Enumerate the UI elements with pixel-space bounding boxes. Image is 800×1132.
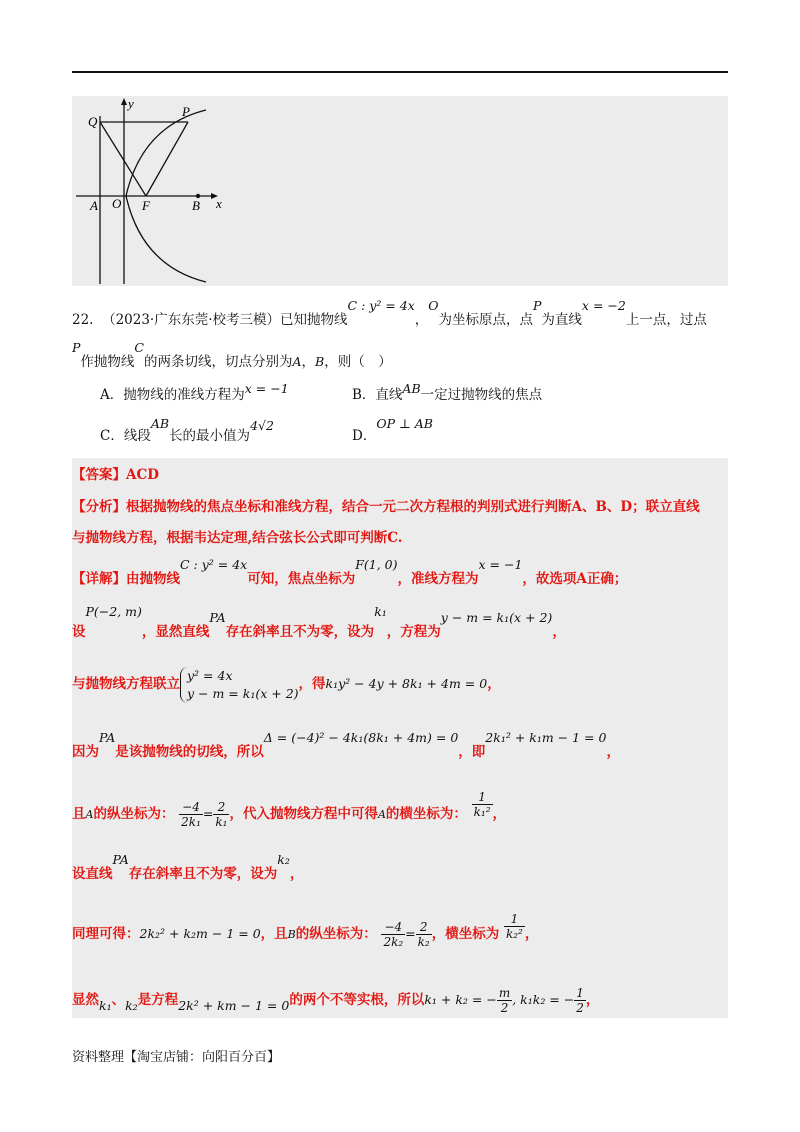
- segment-PF: [146, 122, 188, 196]
- detail-text: 同理可得：: [72, 926, 140, 942]
- detail-text: 设: [72, 624, 86, 640]
- detail-text: 存在斜率且不为零，设为: [128, 866, 278, 882]
- question-text: 为坐标原点，点: [438, 312, 533, 328]
- math-B: B: [315, 354, 325, 369]
- detail-text: ，: [289, 866, 304, 882]
- system-eq-1: y² = 4x: [187, 667, 233, 683]
- detail-text: ，故选项A正确；: [522, 571, 628, 587]
- label-B: B: [192, 198, 200, 213]
- header-rule: [72, 71, 728, 73]
- option-a: [100, 383, 289, 403]
- detail-text: 的纵坐标为：: [93, 806, 175, 822]
- fraction-numerator: 2: [213, 800, 229, 815]
- detail-line-4: [72, 730, 620, 762]
- y-axis-arrow: [121, 98, 127, 105]
- detail-text: 与抛物线方程联立: [72, 676, 180, 692]
- math-discriminant: Δ = (−4)² − 4k₁(8k₁ + 4m) = 0: [263, 730, 459, 745]
- option-c-math: 4√2: [250, 418, 274, 433]
- detail-line-5: [72, 790, 507, 833]
- math-PA: PA: [112, 852, 129, 867]
- detail-text: ，显然直线: [141, 624, 210, 640]
- question-text: 上一点，过点: [625, 312, 707, 328]
- option-d-math: OP ⊥ AB: [376, 416, 433, 431]
- fraction-denominator: 2k₂: [383, 935, 404, 949]
- detail-line-8: [72, 982, 599, 1018]
- math-k1: k₁: [99, 998, 112, 1013]
- detail-text: ，: [552, 624, 566, 640]
- analysis-line-2: 与抛物线方程，根据韦达定理,结合弦长公式即可判断C.: [72, 530, 403, 546]
- detail-text: ，: [585, 992, 600, 1008]
- question-text: 已知抛物线: [280, 312, 348, 328]
- fraction: [213, 800, 229, 829]
- fraction: [381, 920, 405, 949]
- answer-line: 【答案】ACD: [72, 467, 159, 483]
- question-line-2: [72, 340, 392, 372]
- fraction-numerator: 1: [504, 912, 525, 927]
- math-O: O: [428, 298, 439, 313]
- detail-line-3: [72, 664, 501, 704]
- math-k2-equation: 2k₂² + k₂m − 1 = 0: [139, 926, 261, 941]
- math-k1-equation: 2k₁² + k₁m − 1 = 0: [485, 730, 607, 745]
- fraction-numerator: 1: [576, 986, 584, 1000]
- fraction-denominator: k₂²: [505, 927, 523, 941]
- math-A: A: [292, 354, 302, 369]
- fraction-denominator: k₁²: [473, 805, 491, 819]
- fraction-numerator: −4: [179, 800, 203, 815]
- math-k1: k₁: [374, 604, 387, 619]
- math-parabola: C : y² = 4x: [347, 298, 415, 313]
- fraction: [574, 986, 586, 1015]
- analysis-line-1: 【分析】根据抛物线的焦点坐标和准线方程，结合一元二次方程根的判别式进行判断A、B、D；联立直线: [72, 499, 700, 515]
- math-vieta-sum: k₁ + k₂ = −: [424, 992, 497, 1007]
- detail-text: ，得: [298, 676, 326, 692]
- detail-text: ，: [606, 744, 620, 760]
- question-text: 为直线: [541, 312, 582, 328]
- math-k-equation: 2k² + km − 1 = 0: [178, 998, 290, 1013]
- math-P: P: [533, 298, 542, 313]
- fraction-numerator: m: [498, 986, 511, 1000]
- math-equals: =: [202, 806, 214, 821]
- question-text: ，则（ ）: [324, 354, 392, 370]
- option-b-text: 一定过抛物线的焦点: [420, 387, 543, 403]
- math-k2: k₂: [125, 998, 138, 1013]
- detail-text: ，横坐标为: [431, 926, 500, 942]
- math-PA: PA: [99, 730, 116, 745]
- detail-line-6: [72, 852, 304, 884]
- detail-text: 的两个不等实根，所以: [289, 992, 425, 1008]
- equation-system: [180, 667, 299, 703]
- math-B: B: [287, 928, 296, 941]
- math-A: A: [85, 808, 94, 821]
- fraction-numerator: 2: [416, 920, 432, 935]
- label-Q: Q: [88, 114, 98, 129]
- system-eq-2: y − m = k₁(x + 2): [187, 685, 299, 701]
- option-b-text: B．直线: [352, 387, 403, 403]
- question-text: 的两条切线，切点分别为: [144, 354, 293, 370]
- label-O: O: [112, 196, 122, 211]
- option-b: [352, 383, 542, 403]
- detail-line-7: [72, 912, 539, 953]
- detail-text: 存在斜率且不为零，设为: [225, 624, 375, 640]
- question-text: 作抛物线: [80, 354, 135, 370]
- math-parabola: C : y² = 4x: [180, 557, 248, 572]
- math-line: x = −2: [581, 298, 626, 313]
- detail-text: 的纵坐标为：: [295, 926, 377, 942]
- parabola-figure: [76, 96, 226, 286]
- footer-text: 资料整理【淘宝店铺：向阳百分百】: [72, 1050, 281, 1065]
- math-equals: =: [405, 926, 416, 941]
- fraction-denominator: k₂: [417, 935, 430, 949]
- label-y: y: [128, 96, 134, 111]
- question-number: 22.: [72, 312, 94, 328]
- label-F: F: [142, 198, 150, 213]
- detail-text: 是方程: [137, 992, 179, 1008]
- option-c: [100, 416, 274, 444]
- fraction: [504, 912, 525, 941]
- option-a-math: x = −1: [244, 381, 289, 396]
- math-PA: PA: [209, 610, 226, 625]
- question-source: （2023·广东东莞·校考三模）: [102, 312, 281, 328]
- fraction-denominator: 2: [576, 1001, 584, 1015]
- detail-text: ，方程为: [386, 624, 441, 640]
- detail-text: 可知，焦点坐标为: [247, 571, 356, 587]
- option-a-text: A．抛物线的准线方程为: [100, 387, 245, 403]
- fraction-numerator: 1: [472, 790, 493, 805]
- option-d-text: D．: [352, 428, 377, 444]
- fraction-numerator: −4: [381, 920, 405, 935]
- question-text: ，: [301, 354, 316, 370]
- detail-text: ，: [524, 926, 539, 942]
- detail-text: 因为: [72, 744, 99, 760]
- question-line-1: [72, 298, 707, 330]
- question-text: ，: [414, 312, 429, 328]
- fraction: [497, 986, 512, 1015]
- detail-text: 【详解】由抛物线: [72, 571, 180, 587]
- detail-line-1: [72, 557, 628, 589]
- fraction-denominator: k₁: [215, 815, 228, 829]
- math-k2: k₂: [277, 852, 290, 867]
- option-c-text: 长的最小值为: [169, 428, 251, 444]
- detail-text: ，: [492, 806, 507, 822]
- option-d: [352, 416, 433, 444]
- detail-line-2: [72, 604, 566, 642]
- math-vieta-product: , k₁k₂ = −: [512, 992, 575, 1007]
- detail-text: ，代入抛物线方程中可得: [229, 806, 378, 822]
- math-focus: F(1, 0): [355, 557, 398, 572]
- detail-text: 显然: [72, 992, 99, 1008]
- detail-text: 的横坐标为：: [385, 806, 467, 822]
- fraction-denominator: 2: [500, 1001, 509, 1015]
- detail-text: 设直线: [72, 866, 113, 882]
- label-P: P: [182, 104, 190, 119]
- option-b-math: AB: [402, 381, 421, 396]
- detail-text: ，即: [458, 744, 486, 760]
- label-A: A: [90, 198, 98, 213]
- fraction: [179, 800, 203, 829]
- fraction: [472, 790, 493, 819]
- math-quadratic: k₁y² − 4y + 8k₁ + 4m = 0: [325, 676, 488, 691]
- math-directrix: x = −1: [478, 557, 523, 572]
- detail-text: 是该抛物线的切线，所以: [115, 744, 264, 760]
- math-P: P: [72, 340, 81, 355]
- option-c-text: C．线段: [100, 428, 151, 444]
- option-c-math: AB: [150, 416, 170, 431]
- detail-text: 、: [111, 992, 126, 1008]
- math-C: C: [134, 340, 144, 355]
- math-point-P: P(−2, m): [85, 604, 142, 619]
- detail-text: 且: [72, 806, 86, 822]
- math-line-eq: y − m = k₁(x + 2): [440, 610, 553, 625]
- detail-text: ，且: [260, 926, 288, 942]
- detail-text: ，准线方程为: [397, 571, 479, 587]
- detail-text: ，: [487, 676, 501, 692]
- fraction-denominator: 2k₁: [181, 815, 201, 829]
- math-A: A: [377, 808, 386, 821]
- label-x: x: [216, 196, 222, 211]
- fraction: [416, 920, 432, 949]
